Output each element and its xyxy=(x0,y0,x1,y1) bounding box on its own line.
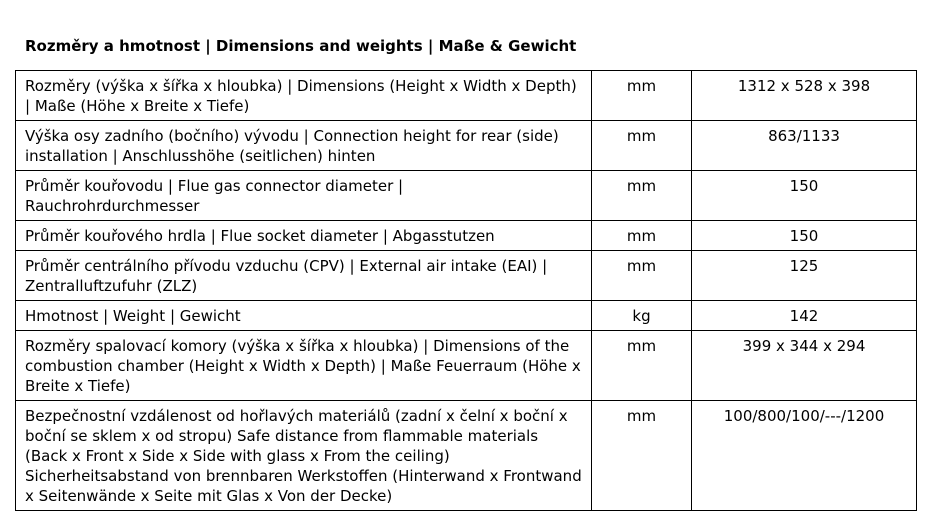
row-value: 125 xyxy=(692,251,917,301)
table-row-connection-height xyxy=(16,121,917,171)
table-row-safe-distance xyxy=(16,401,917,511)
page-title: Rozměry a hmotnost | Dimensions and weights | Maße & Gewicht xyxy=(25,37,577,55)
row-unit: mm xyxy=(592,401,692,511)
table-row-weight xyxy=(16,301,917,331)
row-label: Hmotnost | Weight | Gewicht xyxy=(16,301,592,331)
row-value: 399 x 344 x 294 xyxy=(692,331,917,401)
row-unit: kg xyxy=(592,301,692,331)
row-value: 863/1133 xyxy=(692,121,917,171)
row-label: Průměr kouřovodu | Flue gas connector diameter | Rauchrohrdurchmesser xyxy=(16,171,592,221)
table-row-dimensions xyxy=(16,71,917,121)
row-value: 100/800/100/---/1200 xyxy=(692,401,917,511)
row-label: Průměr kouřového hrdla | Flue socket diameter | Abgasstutzen xyxy=(16,221,592,251)
row-unit: mm xyxy=(592,121,692,171)
table-row-flue-socket-diameter xyxy=(16,221,917,251)
row-value: 150 xyxy=(692,221,917,251)
table-row-flue-connector-diameter xyxy=(16,171,917,221)
row-label: Výška osy zadního (bočního) vývodu | Connection height for rear (side) installation | Anschlusshöhe (seitlichen) hinten xyxy=(16,121,592,171)
row-value: 142 xyxy=(692,301,917,331)
row-unit: mm xyxy=(592,251,692,301)
row-unit: mm xyxy=(592,171,692,221)
row-unit: mm xyxy=(592,331,692,401)
row-label: Průměr centrálního přívodu vzduchu (CPV) | External air intake (EAI) | Zentralluftzufuhr (ZLZ) xyxy=(16,251,592,301)
row-label: Bezpečnostní vzdálenost od hořlavých materiálů (zadní x čelní x boční x boční se sklem x od stropu) Safe distance from flammable materials (Back x Front x Side x Side with glass x From the ceiling) Sicherheitsabstand von brennbaren Werkstoffen (Hinterwand x Frontwand x Seitenwände x Seite mit Glas x Von der Decke) xyxy=(16,401,592,511)
row-unit: mm xyxy=(592,71,692,121)
row-label: Rozměry (výška x šířka x hloubka) | Dimensions (Height x Width x Depth) | Maße (Höhe x Breite x Tiefe) xyxy=(16,71,592,121)
row-label: Rozměry spalovací komory (výška x šířka x hloubka) | Dimensions of the combustion chamber (Height x Width x Depth) | Maße Feuerraum (Höhe x Breite x Tiefe) xyxy=(16,331,592,401)
row-value: 1312 x 528 x 398 xyxy=(692,71,917,121)
table-row-air-intake xyxy=(16,251,917,301)
row-unit: mm xyxy=(592,221,692,251)
table-row-combustion-chamber xyxy=(16,331,917,401)
specifications-table xyxy=(15,70,917,511)
row-value: 150 xyxy=(692,171,917,221)
